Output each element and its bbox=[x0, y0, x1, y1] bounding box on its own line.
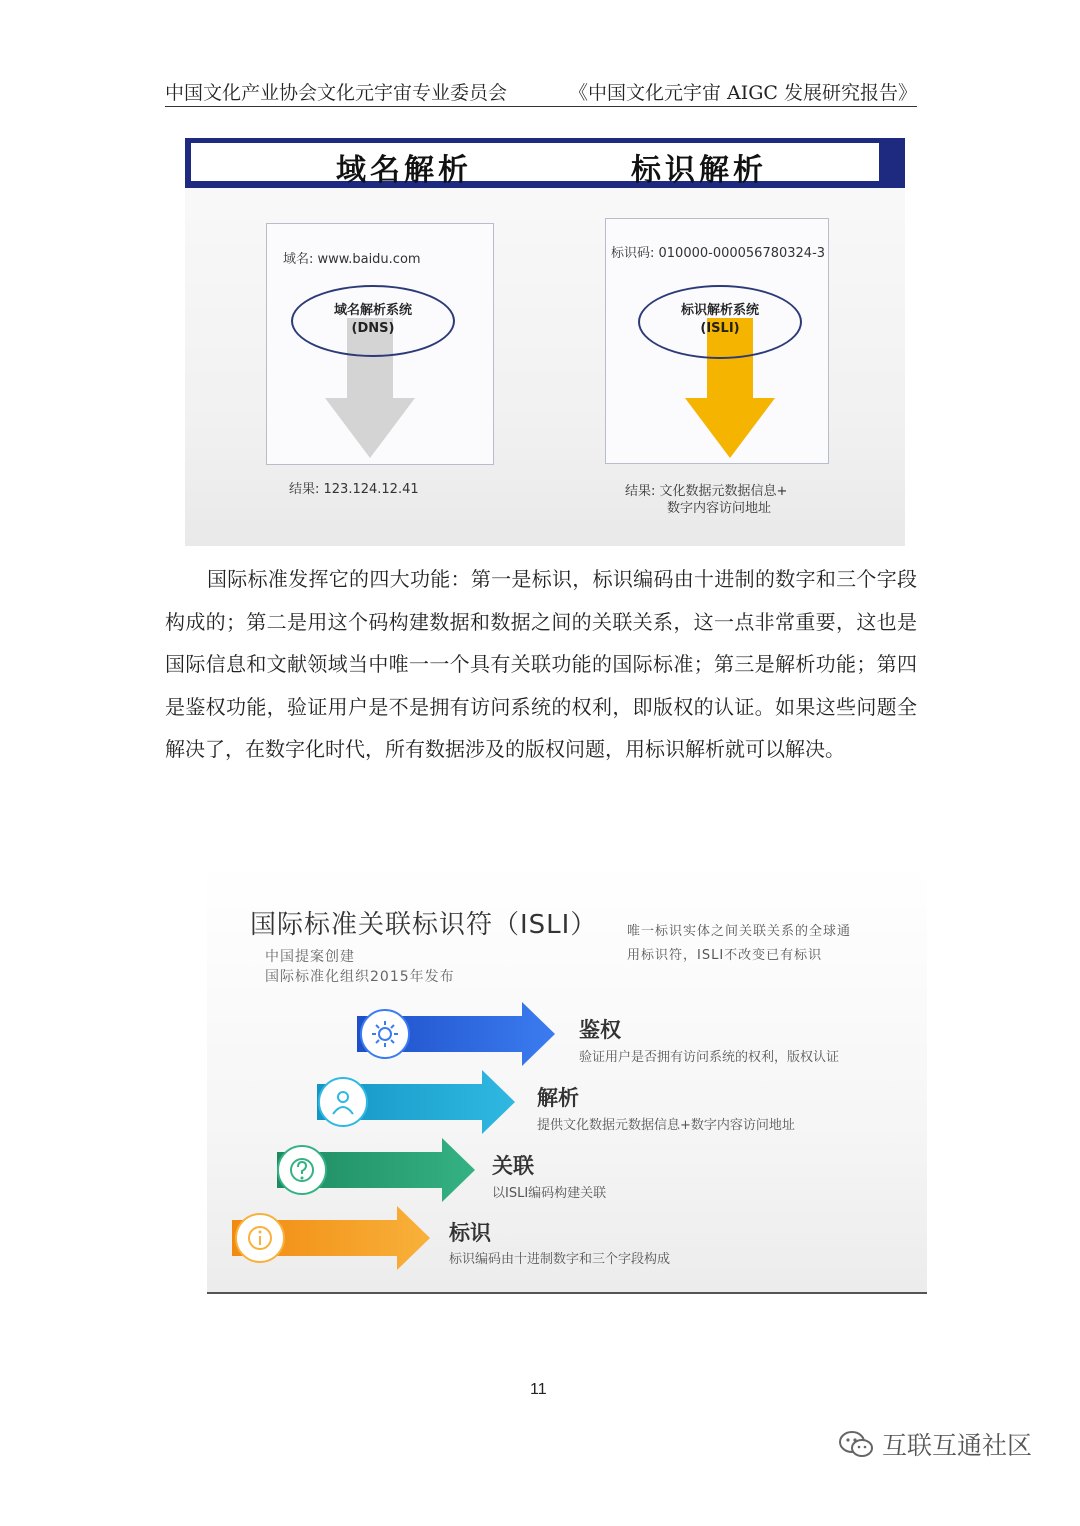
isli-result-line2: 数字内容访问地址 bbox=[667, 501, 772, 516]
figure-banner bbox=[185, 138, 905, 188]
banner-right-title: 标识解析 bbox=[631, 153, 767, 188]
figure-isli-functions bbox=[207, 862, 927, 1294]
dns-result: 结果: 123.124.12.41 bbox=[289, 482, 419, 497]
band-identification-desc: 标识编码由十进制数字和三个字段构成 bbox=[449, 1252, 671, 1267]
header-right: 《中国文化元宇宙 AIGC 发展研究报告》 bbox=[568, 82, 917, 104]
page-header bbox=[165, 76, 917, 107]
isli-system-ellipse bbox=[638, 285, 802, 359]
figure2-subtitle-2: 国际标准化组织2015年发布 bbox=[265, 969, 455, 985]
band-association-title: 关联 bbox=[492, 1154, 534, 1178]
figure2-note-1: 唯一标识实体之间关联关系的全球通 bbox=[627, 924, 852, 939]
isli-system-abbr: (ISLI) bbox=[700, 321, 740, 336]
isli-result-line1: 结果: 文化数据元数据信息+ bbox=[625, 484, 788, 499]
band-identification-title: 标识 bbox=[449, 1221, 491, 1245]
band-authentication-title: 鉴权 bbox=[579, 1018, 621, 1042]
band-association-desc: 以ISLI编码构建关联 bbox=[492, 1186, 607, 1201]
dns-system-abbr: (DNS) bbox=[351, 321, 395, 336]
band-resolution-desc: 提供文化数据元数据信息+数字内容访问地址 bbox=[537, 1118, 795, 1133]
figure2-subtitle-1: 中国提案创建 bbox=[265, 949, 355, 965]
wechat-icon bbox=[838, 1429, 874, 1459]
band-resolution-title: 解析 bbox=[537, 1086, 579, 1110]
band-authentication-desc: 验证用户是否拥有访问系统的权利，版权认证 bbox=[579, 1050, 840, 1065]
page-number: 11 bbox=[530, 1381, 547, 1398]
watermark bbox=[838, 1426, 1032, 1462]
figure2-note-2: 用标识符，ISLI不改变已有标识 bbox=[627, 948, 823, 963]
dns-system-ellipse bbox=[291, 285, 455, 357]
figure-dns-vs-isli bbox=[185, 138, 905, 546]
watermark-text: 互联互通社区 bbox=[882, 1431, 1033, 1460]
dns-system-name: 域名解析系统 bbox=[333, 303, 412, 318]
isli-system-name: 标识解析系统 bbox=[680, 303, 759, 318]
info-icon bbox=[235, 1213, 285, 1263]
figure2-title: 国际标准关联标识符（ISLI） bbox=[250, 910, 598, 940]
isli-code-label: 标识码: 010000-000056780324-3 bbox=[611, 246, 826, 261]
sun-gear-icon bbox=[360, 1009, 410, 1059]
body-paragraph: 国际标准发挥它的四大功能：第一是标识，标识编码由十进制的数字和三个字段构成的；第二是用这个码构建数据和数据之间的关联关系，这一点非常重要，这也是国际信息和文献领域当中唯一一个具有关联功能的国际标准；第三是解析功能；第四是鉴权功能，验证用户是不是拥有访问系统的权利，即版权的认证。如果这些问题全解决了，在数字化时代，所有数据涉及的版权问题，用标识解析就可以解决。 bbox=[165, 567, 917, 761]
dns-domain-label: 域名: www.baidu.com bbox=[283, 252, 421, 267]
question-icon bbox=[277, 1145, 327, 1195]
banner-left-title: 域名解析 bbox=[336, 153, 472, 188]
user-icon bbox=[318, 1077, 368, 1127]
header-left: 中国文化产业协会文化元宇宙专业委员会 bbox=[165, 82, 508, 104]
